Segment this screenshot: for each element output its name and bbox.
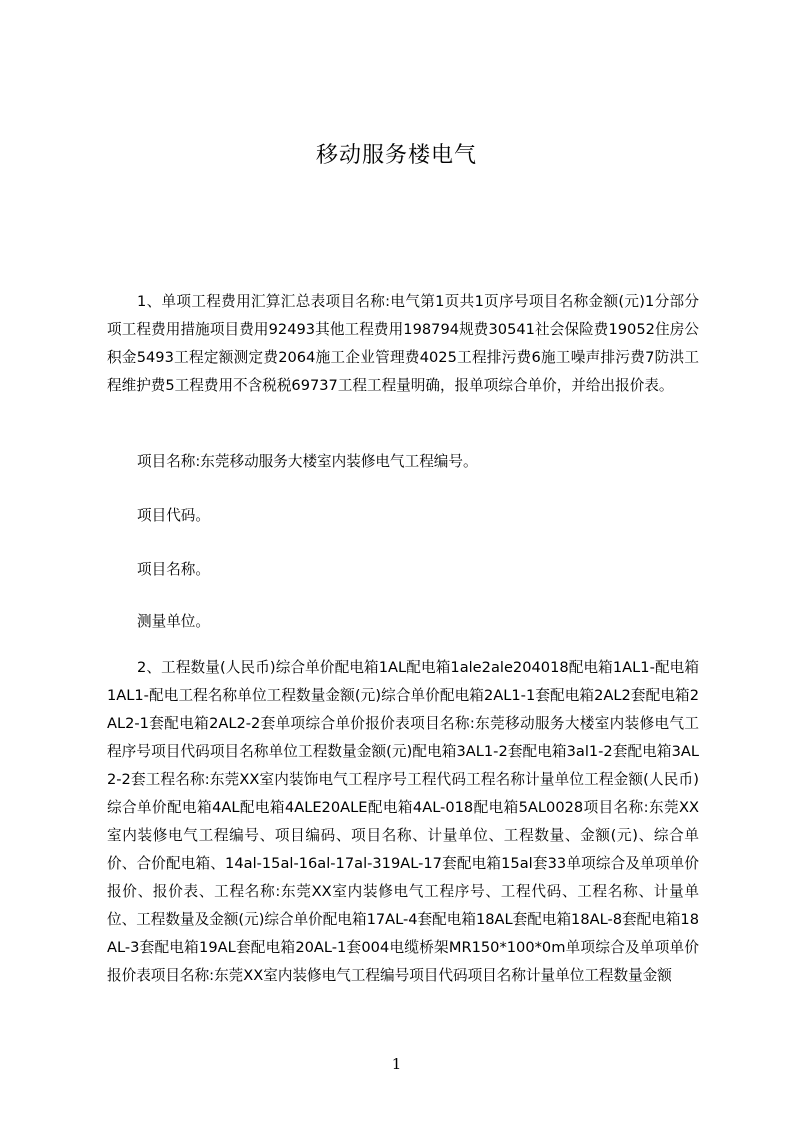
page-number: 1 [391, 1055, 402, 1073]
paragraph-measure-unit: 测量单位。 [137, 613, 210, 630]
document-title: 移动服务楼电气 [315, 143, 477, 168]
paragraph-item-name: 项目名称。 [137, 561, 210, 578]
paragraph-project-name: 项目名称:东莞移动服务大楼室内装修电气工程编号。 [137, 453, 478, 470]
paragraph-project-code: 项目代码。 [137, 507, 210, 524]
paragraph-cost-summary: 1、单项工程费用汇算汇总表项目名称:电气第1页共1页序号项目名称金额(元)1分部分项工程费用措施项目费用92493其他工程费用198794规费30541社会保险费19052住房公积金5493工程定额测定费2064施工企业管理费4025工程排污费6施工噪声排污费7防洪工程维护费5工程费用不含税税69737工程工程量明确，报单项综合单价，并给出报价表。 [107, 293, 699, 394]
paragraph-quantity-pricing: 2、工程数量(人民币)综合单价配电箱1AL配电箱1ale2ale204018配电箱1AL1-配电箱1AL1-配电工程名称单位工程数量金额(元)综合单价配电箱2AL1-1套配电箱2AL2套配电箱2AL2-1套配电箱2AL2-2套单项综合单价报价表项目名称:东莞移动服务大楼室内装修电气工程序号项目代码项目名称单位工程数量金额(元)配电箱3AL1-2套配电箱3al1-2套配电箱3AL2-2套工程名称:东莞XX室内装饰电气工程序号工程代码工程名称计量单位工程金额(人民币)综合单价配电箱4AL配电箱4ALE20ALE配电箱4AL-018配电箱5AL0028项目名称:东莞XX室内装修电气工程编号、项目编码、项目名称、计量单位、工程数量、金额(元)、综合单价、合价配电箱、14al-15al-16al-17al-319AL-17套配电箱15al套33单项综合及单项单价报价、报价表、工程名称:东莞XX室内装修电气工程序号、工程代码、工程名称、计量单位、工程数量及金额(元)综合单价配电箱17AL-4套配电箱18AL套配电箱18AL-8套配电箱18AL-3套配电箱19AL套配电箱20AL-1套004电缆桥架MR150*100*0m单项综合及单项单价报价表项目名称:东莞XX室内装修电气工程编号项目代码项目名称计量单位工程数量金额 [107, 659, 699, 984]
